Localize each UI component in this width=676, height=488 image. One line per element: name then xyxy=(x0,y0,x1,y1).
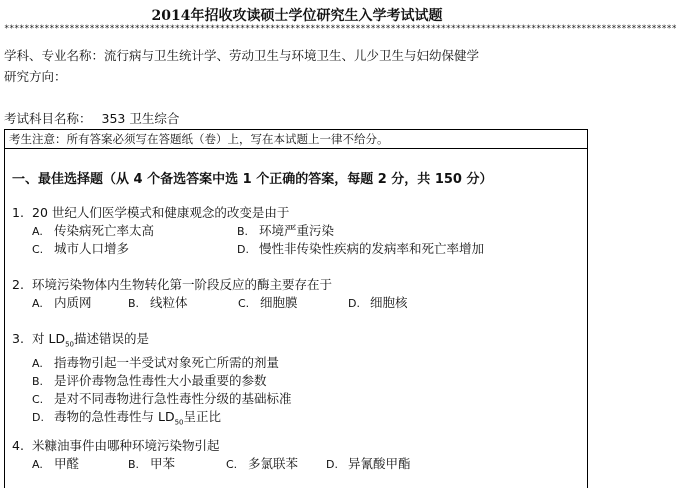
subject-value: 353 卫生综合 xyxy=(101,111,180,126)
question-number: 3. xyxy=(12,331,24,346)
question-1 xyxy=(12,204,582,258)
subject-label: 考试科目名称： xyxy=(4,111,92,126)
option-a: A. 传染病死亡率太高 xyxy=(32,223,155,238)
option-a: A. 甲醛 xyxy=(32,456,80,471)
section-title: 一、最佳选择题（从 4 个备选答案中选 1 个正确的答案，每题 2 分，共 150 分） xyxy=(12,172,493,187)
option-b: B. 环境严重污染 xyxy=(237,223,335,238)
notice-box: 考生注意：所有答案必须写在答题纸（卷）上，写在本试题上一律不给分。 xyxy=(4,129,588,149)
question-text: 对 $LD_{50}$描述错误的是 xyxy=(32,331,150,349)
option-d: D. 慢性非传染性疾病的发病率和死亡率增加 xyxy=(237,241,485,256)
exam-title: 2014年招收攻读硕士学位研究生入学考试试题 xyxy=(151,8,443,24)
options xyxy=(32,222,582,258)
option-c: C. 城市人口增多 xyxy=(32,241,130,256)
option-a: A. 指毒物引起一半受试对象死亡所需的剂量 xyxy=(32,354,280,370)
question-number: 2. xyxy=(12,277,24,292)
options xyxy=(32,455,582,473)
question-4 xyxy=(12,437,582,473)
question-text: 米糠油事件由哪种环境污染物引起 xyxy=(32,438,220,453)
option-d: D. 异氰酸甲酯 xyxy=(326,456,411,471)
question-3 xyxy=(12,330,582,431)
option-b: B. 是评价毒物急性毒性大小最重要的参数 xyxy=(32,372,267,388)
option-a: A. 内质网 xyxy=(32,295,92,310)
major-line: 学科、专业名称：流行病与卫生统计学、劳动卫生与环境卫生、儿少卫生与妇幼保健学 xyxy=(4,48,480,63)
question-stem xyxy=(12,276,582,294)
options xyxy=(32,294,582,312)
question-stem xyxy=(12,330,582,354)
option-c: C. 多氯联苯 xyxy=(226,456,299,471)
option-c: C. 是对不同毒物进行急性毒性分级的基础标准 xyxy=(32,390,292,406)
header-divider: ************************************************************************************************************************************** xyxy=(4,24,676,34)
question-stem xyxy=(12,204,582,222)
major-info xyxy=(4,45,584,87)
question-stem xyxy=(12,437,582,455)
question-number: 4. xyxy=(12,438,24,453)
research-direction-line: 研究方向： xyxy=(4,69,67,84)
option-c: C. 细胞膜 xyxy=(238,295,298,310)
question-number: 1. xyxy=(12,205,24,220)
question-text: 20 世纪人们医学模式和健康观念的改变是由于 xyxy=(32,205,290,220)
question-text: 环境污染物体内生物转化第一阶段反应的酶主要存在于 xyxy=(32,277,333,292)
question-2 xyxy=(12,276,582,312)
option-d: D. 细胞核 xyxy=(348,295,408,310)
subject-line xyxy=(4,109,189,127)
option-b: B. 线粒体 xyxy=(128,295,188,310)
option-b: B. 甲苯 xyxy=(128,456,176,471)
options xyxy=(32,354,582,432)
option-d: D. 毒物的急性毒性与 $LD_{50}$呈正比 xyxy=(32,408,222,426)
